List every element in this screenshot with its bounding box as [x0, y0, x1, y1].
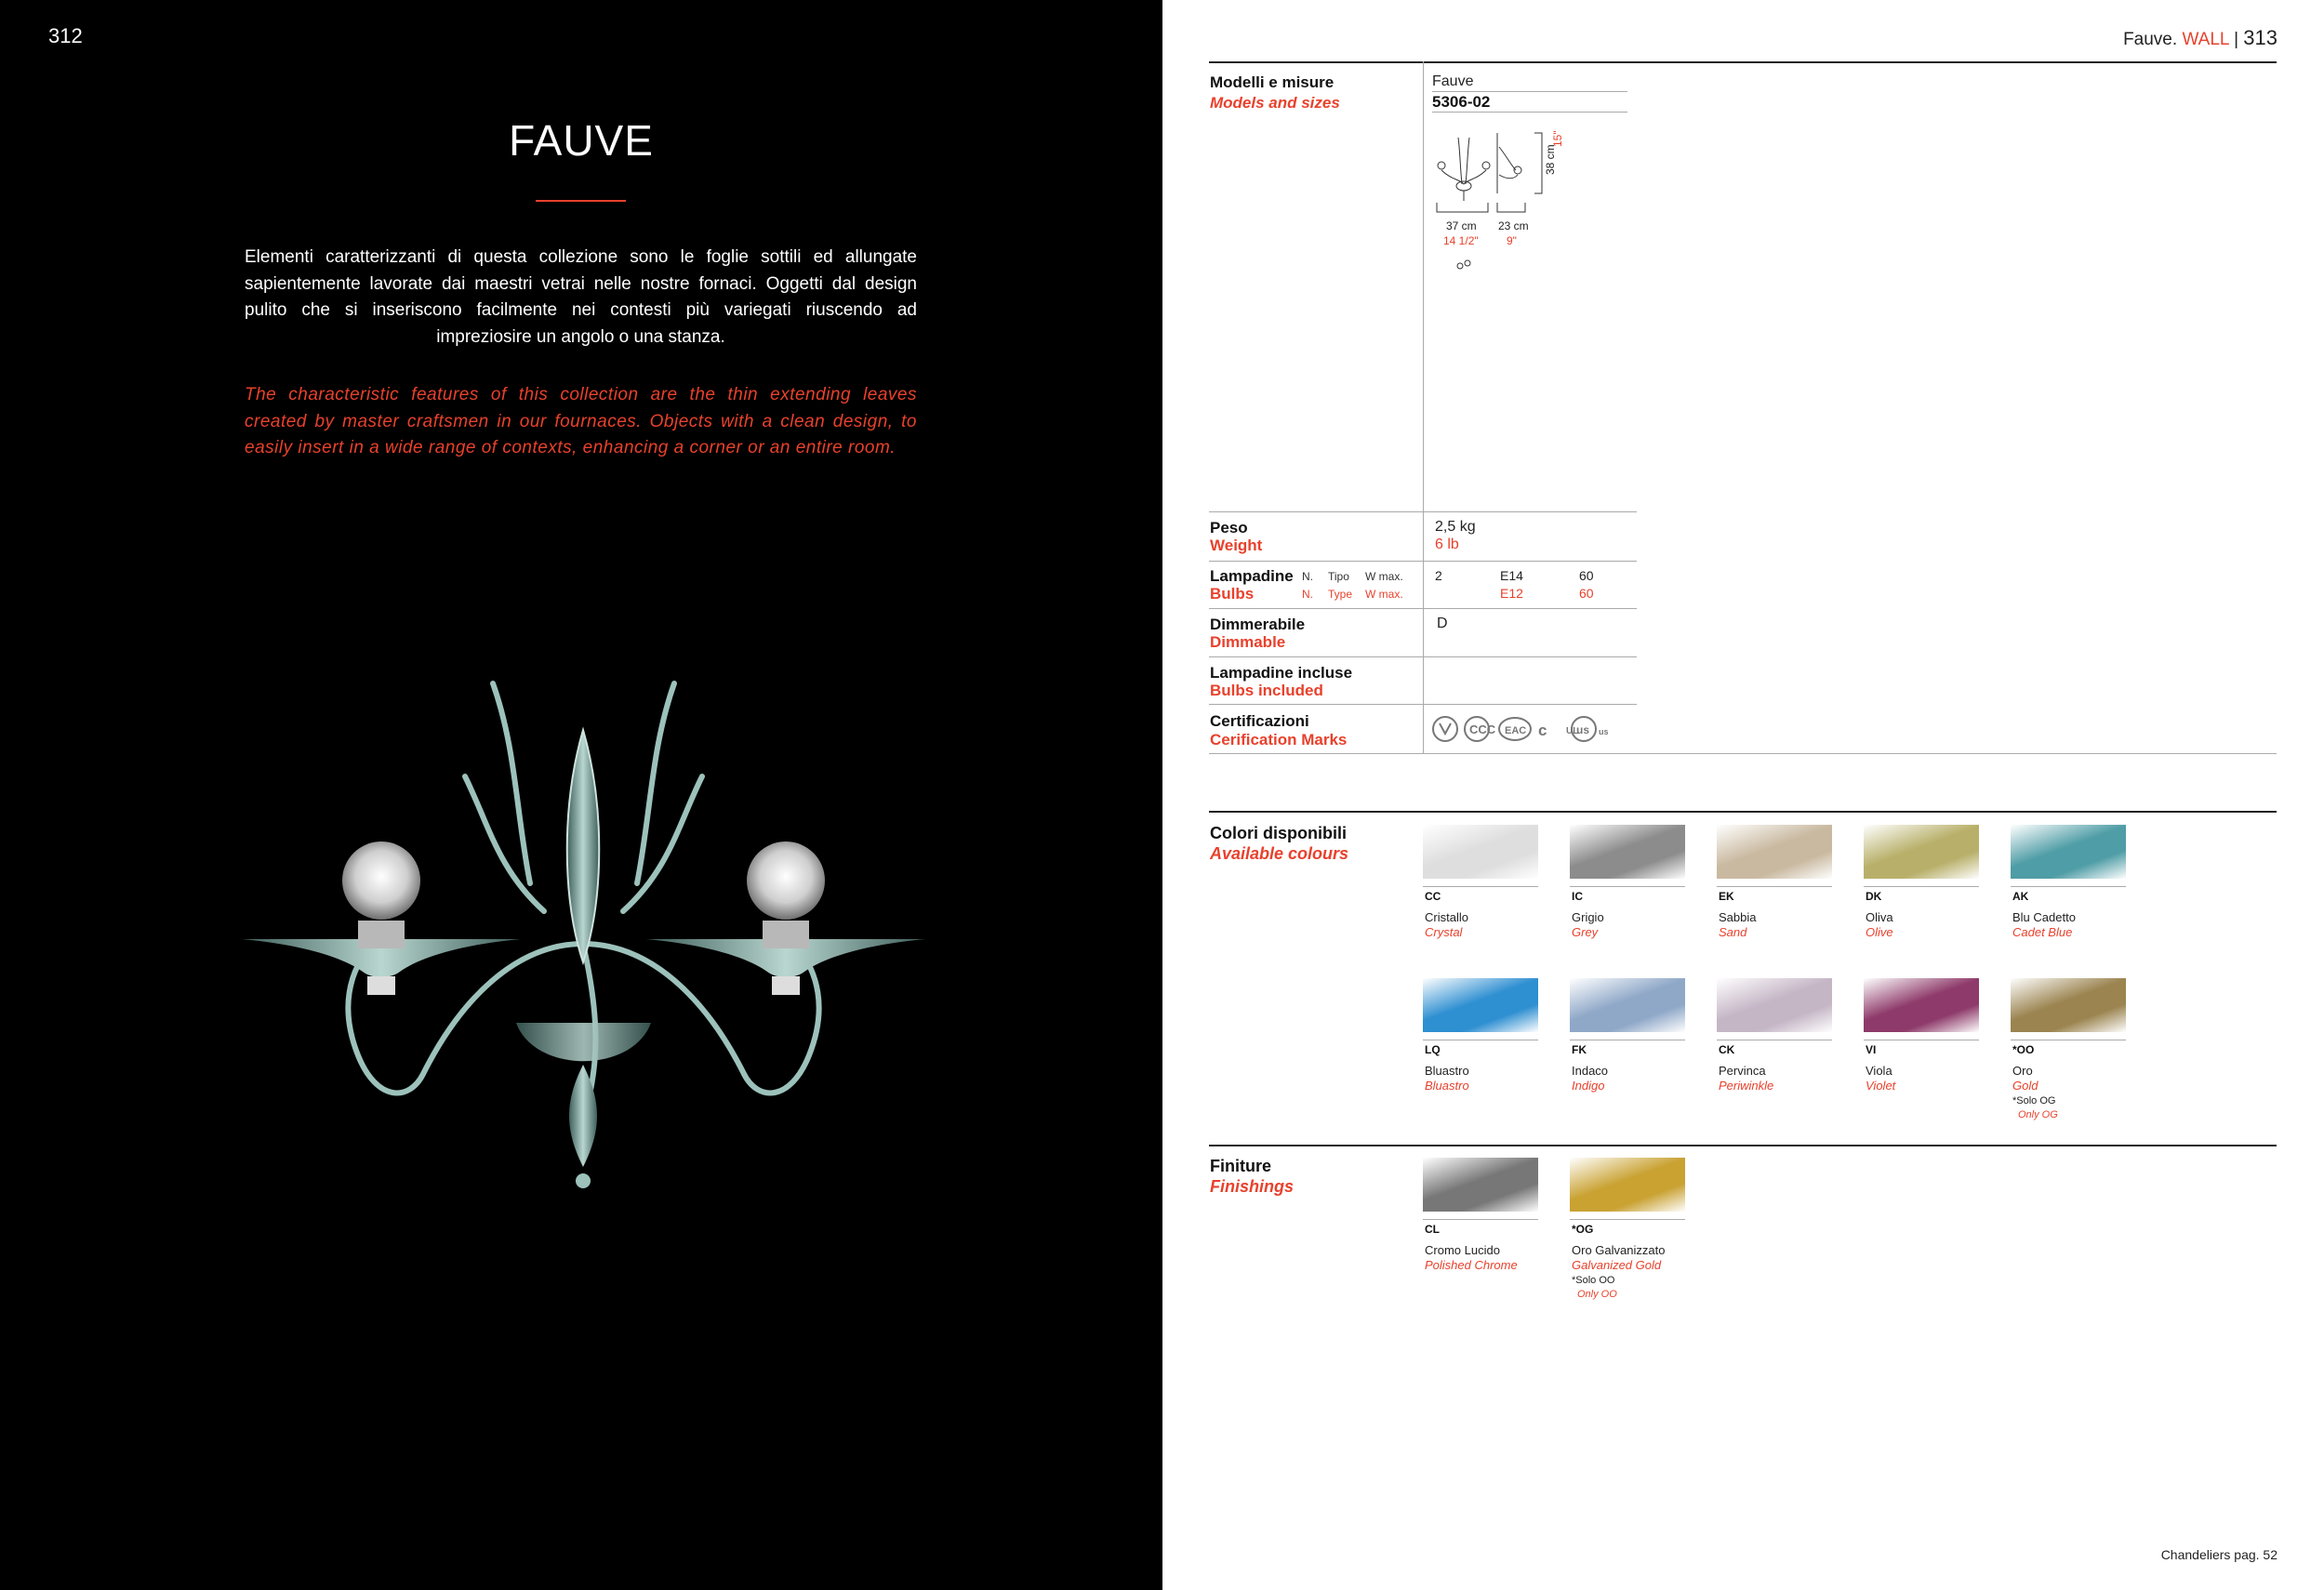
depth-cm: 23 cm	[1498, 219, 1529, 232]
swatch-name-en: Galvanized Gold	[1572, 1258, 1662, 1272]
description-english: The characteristic features of this collection are the thin extending leaves created by master craftsmen in our fournaces. Objects with a clean design, to easily insert in a wide range of contexts, enhancing a corner or an entire room.	[245, 385, 917, 457]
footer-page-reference: Chandeliers pag. 52	[2160, 1547, 2278, 1562]
swatch-name-en: Violet	[1866, 1079, 1896, 1093]
title-divider	[536, 200, 626, 202]
models-label: Modelli e misure	[1210, 73, 1335, 91]
collection-title: FAUVE	[509, 116, 654, 165]
swatch-note: *Solo OG	[2012, 1095, 2056, 1106]
swatch-rule	[2011, 886, 2126, 887]
model-name-rule	[1432, 91, 1627, 92]
height-in: 15"	[1551, 130, 1564, 147]
swatch-name: Oliva	[1866, 910, 1893, 924]
colours-label: Colori disponibili	[1210, 824, 1347, 842]
weight-label: Peso	[1210, 519, 1248, 537]
swatch-name: Oro Galvanizzato	[1572, 1243, 1666, 1257]
model-name: Fauve	[1432, 73, 1474, 89]
swatch-dk	[1864, 825, 1979, 879]
swatch-cl	[1423, 1158, 1538, 1212]
svg-text:UL: UL	[1566, 726, 1579, 736]
header-collection: Fauve.	[2123, 30, 2178, 49]
swatch-code: FK	[1572, 1043, 1587, 1056]
column-divider	[1423, 61, 1424, 754]
bulbs-col-w-en: W max.	[1365, 588, 1403, 601]
swatch-name: Blu Cadetto	[2012, 910, 2076, 924]
cert-label: Certificazioni	[1210, 712, 1309, 730]
svg-text:CCC: CCC	[1469, 722, 1496, 736]
spec-rule-5	[1209, 704, 1637, 705]
spec-rule-end	[1209, 753, 2277, 754]
swatch-code: IC	[1572, 890, 1583, 903]
svg-text:us: us	[1576, 723, 1590, 736]
colours-label-en: Available colours	[1210, 844, 1349, 863]
certification-icons	[1430, 713, 1626, 747]
weight-value-en: 6 lb	[1435, 537, 1459, 552]
swatch-name: Sabbia	[1719, 910, 1757, 924]
spec-rule-1	[1209, 511, 1637, 512]
swatch-name: Oro	[2012, 1064, 2033, 1078]
colours-rule	[1209, 811, 2277, 813]
dimmable-label: Dimmerabile	[1210, 616, 1306, 633]
bulbs-col-n: N.	[1302, 570, 1313, 583]
swatch-name: Indaco	[1572, 1064, 1609, 1078]
depth-in: 9"	[1507, 234, 1517, 247]
bulbs-w-en: 60	[1579, 586, 1594, 601]
swatch-code: VI	[1866, 1043, 1877, 1056]
spec-rule-4	[1209, 656, 1637, 657]
swatch-fk	[1570, 978, 1685, 1032]
swatch-name-en: Crystal	[1425, 925, 1463, 939]
bulbs-n: 2	[1435, 568, 1442, 583]
swatch-note-en: Only OG	[2018, 1109, 2058, 1120]
bulbs-type: E14	[1500, 568, 1523, 583]
swatch-code: *OG	[1572, 1223, 1594, 1236]
swatch-rule	[1717, 886, 1832, 887]
swatch-name: Bluastro	[1425, 1064, 1469, 1078]
top-rule	[1209, 61, 2277, 63]
finishings-rule	[1209, 1145, 2277, 1146]
swatch-code: AK	[2012, 890, 2029, 903]
swatch-name: Cromo Lucido	[1425, 1243, 1500, 1257]
bulbs-w: 60	[1579, 568, 1594, 583]
swatch-rule	[1864, 886, 1979, 887]
weight-label-en: Weight	[1210, 537, 1263, 554]
finishings-label-en: Finishings	[1210, 1177, 1294, 1196]
page-number-left: 312	[48, 24, 83, 47]
swatch-rule	[1423, 886, 1538, 887]
swatch-cc	[1423, 825, 1538, 879]
page-header	[2123, 26, 2278, 50]
swatch-ak	[2011, 825, 2126, 879]
swatch-lq	[1423, 978, 1538, 1032]
model-code: 5306-02	[1432, 93, 1491, 111]
swatch-rule	[1570, 886, 1685, 887]
swatch-name: Viola	[1866, 1064, 1892, 1078]
included-label-en: Bulbs included	[1210, 682, 1323, 699]
bulbs-label-en: Bulbs	[1210, 585, 1255, 603]
bulbs-col-type: Tipo	[1328, 570, 1349, 583]
swatch-code: DK	[1866, 890, 1882, 903]
bulbs-label: Lampadine	[1210, 567, 1294, 585]
swatch-name: Grigio	[1572, 910, 1604, 924]
swatch-name-en: Grey	[1572, 925, 1599, 939]
swatch-rule	[1423, 1219, 1538, 1220]
swatch-ek	[1717, 825, 1832, 879]
svg-text:c: c	[1538, 722, 1547, 739]
swatch-name: Cristallo	[1425, 910, 1468, 924]
bulbs-col-type-en: Type	[1328, 588, 1353, 601]
safety-mark-icon	[1433, 717, 1457, 741]
swatch-code: *OO	[2012, 1043, 2035, 1056]
swatch-rule	[1570, 1219, 1685, 1220]
model-code-rule	[1432, 112, 1627, 113]
spec-rule-3	[1209, 608, 1637, 609]
description-italian: Elementi caratterizzanti di questa collezione sono le foglie sottili ed allungate sapientemente lavorate dai maestri vetrai nelle nostre fornaci. Oggetti dal design pulito che si inseriscono facilmente nei contesti più variegati riuscendo ad impreziosire un angolo o una stanza.	[245, 247, 917, 347]
swatch-name-en: Bluastro	[1425, 1079, 1469, 1093]
spec-rule-2	[1209, 561, 1637, 562]
height-cm: 38 cm	[1544, 144, 1557, 175]
swatch-ic	[1570, 825, 1685, 879]
swatch-name-en: Sand	[1719, 925, 1747, 939]
swatch-name-en: Polished Chrome	[1425, 1258, 1518, 1272]
swatch-code: CL	[1425, 1223, 1440, 1236]
svg-text:EAC: EAC	[1505, 725, 1527, 736]
bulbs-type-en: E12	[1500, 586, 1523, 601]
swatch-code: LQ	[1425, 1043, 1441, 1056]
page-number-right: 313	[2243, 26, 2278, 49]
swatch-note-en: Only OO	[1577, 1289, 1617, 1300]
dimmable-value: D	[1437, 616, 1448, 631]
swatch-og	[1570, 1158, 1685, 1212]
bulbs-col-n-en: N.	[1302, 588, 1313, 601]
swatch-name-en: Cadet Blue	[2012, 925, 2073, 939]
header-category: WALL	[2182, 30, 2229, 49]
models-label-en: Models and sizes	[1210, 94, 1340, 112]
swatch-note: *Solo OO	[1572, 1275, 1615, 1286]
swatch-name: Pervinca	[1719, 1064, 1766, 1078]
swatch-ck	[1717, 978, 1832, 1032]
swatch-vi	[1864, 978, 1979, 1032]
swatch-code: CK	[1719, 1043, 1735, 1056]
swatch-name-en: Indigo	[1572, 1079, 1605, 1093]
swatch-name-en: Periwinkle	[1719, 1079, 1774, 1093]
width-cm: 37 cm	[1446, 219, 1477, 232]
cert-label-en: Cerification Marks	[1210, 731, 1348, 749]
included-label: Lampadine incluse	[1210, 664, 1353, 682]
svg-text:us: us	[1599, 727, 1609, 736]
swatch-name-en: Gold	[2012, 1079, 2038, 1093]
header-separator: |	[2234, 30, 2238, 49]
swatch-code: CC	[1425, 890, 1441, 903]
swatch-name-en: Olive	[1866, 925, 1893, 939]
weight-value: 2,5 kg	[1435, 519, 1476, 535]
width-in: 14 1/2"	[1443, 234, 1479, 247]
dimmable-label-en: Dimmable	[1210, 633, 1286, 651]
finishings-label: Finiture	[1210, 1157, 1271, 1175]
swatch-oo	[2011, 978, 2126, 1032]
bulbs-col-w: W max.	[1365, 570, 1403, 583]
swatch-code: EK	[1719, 890, 1734, 903]
wall-lamp-image	[237, 665, 930, 1241]
